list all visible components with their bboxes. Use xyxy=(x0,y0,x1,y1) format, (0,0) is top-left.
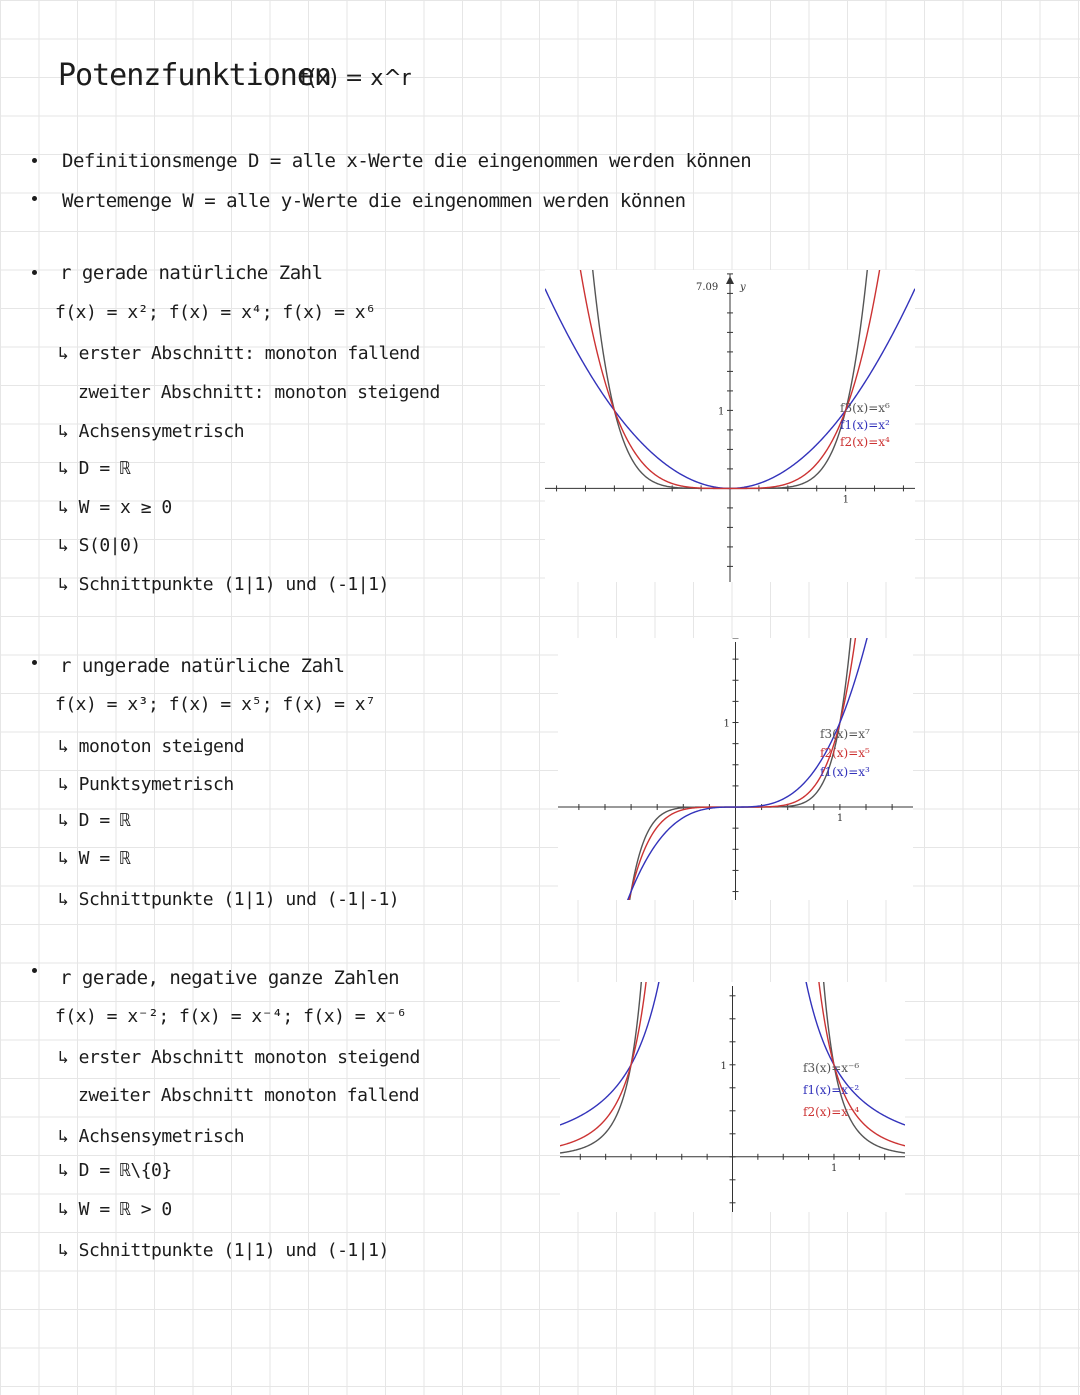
section-2-note: ↳ Schnittpunkte (1|1) und (-1|-1) xyxy=(58,889,400,910)
section-3-functions: f(x) = x⁻²; f(x) = x⁻⁴; f(x) = x⁻⁶ xyxy=(55,1006,407,1027)
series-line xyxy=(560,982,730,1146)
definition-domain: Definitionsmenge D = alle x-Werte die eingenommen werden können xyxy=(62,150,752,172)
legend-entry: f2(x)=x⁴ xyxy=(840,435,890,449)
section-1-functions: f(x) = x²; f(x) = x⁴; f(x) = x⁶ xyxy=(55,302,376,323)
section-3-note: ↳ erster Abschnitt monoton steigend xyxy=(58,1047,420,1068)
graph-even-powers xyxy=(545,270,915,582)
definition-range: Wertemenge W = alle y-Werte die eingenommen werden können xyxy=(62,190,686,212)
x-tick-label: 1 xyxy=(830,1162,838,1174)
section-2-note: ↳ D = ℝ xyxy=(58,810,131,831)
section-2-note: ↳ Punktsymetrisch xyxy=(58,774,234,795)
series-line xyxy=(560,982,730,1125)
bullet-dot xyxy=(32,270,37,275)
section-1-note: ↳ erster Abschnitt: monoton fallend xyxy=(58,343,420,364)
section-3-note: ↳ W = ℝ > 0 xyxy=(58,1199,172,1220)
graph-odd-powers xyxy=(558,638,913,900)
y-tick-label: 1 xyxy=(723,718,730,730)
legend-entry: f1(x)=x² xyxy=(840,418,890,432)
series-line xyxy=(735,982,905,1125)
section-3-note: ↳ D = ℝ\{0} xyxy=(58,1160,172,1181)
section-3-note: ↳ Achsensymetrisch xyxy=(58,1126,245,1147)
section-1-note: ↳ Achsensymetrisch xyxy=(58,421,245,442)
section-3-note: zweiter Abschnitt monoton fallend xyxy=(78,1085,420,1106)
section-1-note: ↳ Schnittpunkte (1|1) und (-1|1) xyxy=(58,574,389,595)
section-2-functions: f(x) = x³; f(x) = x⁵; f(x) = x⁷ xyxy=(55,694,376,715)
legend-entry: f1(x)=x³ xyxy=(820,765,870,779)
y-axis-label: y xyxy=(740,282,746,293)
section-2-note: ↳ W = ℝ xyxy=(58,848,131,869)
legend-entry: f2(x)=x⁻⁴ xyxy=(803,1105,860,1119)
chart-negative-even-powers xyxy=(560,982,905,1212)
y-tick-label: 1 xyxy=(720,1060,727,1072)
graph-negative-even-powers xyxy=(560,982,905,1212)
section-1-note: ↳ D = ℝ xyxy=(58,458,131,479)
title-formula: f(x) = x^r xyxy=(300,66,411,91)
x-tick-label: 1 xyxy=(836,813,844,825)
axes xyxy=(560,986,905,1212)
y-max-label: 7.09 xyxy=(696,282,719,293)
x-tick-label: 1 xyxy=(842,494,849,506)
bullet-dot xyxy=(32,660,37,665)
bullet-dot xyxy=(32,158,37,163)
section-1-heading: r gerade natürliche Zahl xyxy=(60,262,323,284)
section-1-note: ↳ S(0|0) xyxy=(58,535,141,556)
legend-entry: f1(x)=x⁻² xyxy=(803,1083,860,1097)
section-2-heading: r ungerade natürliche Zahl xyxy=(60,655,345,677)
page-title: Potenzfunktionen xyxy=(58,58,331,93)
bullet-dot xyxy=(32,196,37,201)
y-axis-arrow xyxy=(726,276,734,284)
legend-entry: f3(x)=x⁶ xyxy=(840,401,890,415)
legend-entry: f3(x)=x⁻⁶ xyxy=(803,1061,860,1075)
section-1-note: zweiter Abschnitt: monoton steigend xyxy=(78,382,440,403)
legend-entry: f2(x)=x⁵ xyxy=(820,746,870,760)
chart-odd-powers xyxy=(558,638,913,900)
section-1-note: ↳ W = x ≥ 0 xyxy=(58,497,172,518)
section-3-note: ↳ Schnittpunkte (1|1) und (-1|1) xyxy=(58,1240,389,1261)
legend-entry: f3(x)=x⁷ xyxy=(820,727,870,741)
y-tick-label: 1 xyxy=(718,406,725,418)
section-2-note: ↳ monoton steigend xyxy=(58,736,245,757)
bullet-dot xyxy=(32,968,37,973)
series-line xyxy=(560,982,730,1153)
section-3-heading: r gerade, negative ganze Zahlen xyxy=(60,967,400,989)
chart-even-powers xyxy=(545,270,915,582)
